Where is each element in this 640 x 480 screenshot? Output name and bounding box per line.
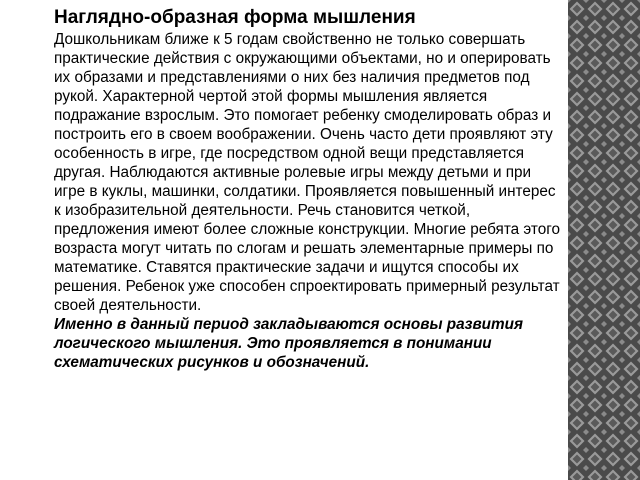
diamond-pattern-icon xyxy=(568,0,640,480)
text-content xyxy=(54,6,566,372)
slide-body-text: Дошкольникам ближе к 5 годам свойственно не только совершать практические действия с окружающими объектами, но и оперировать их образами и представлениями о них без наличия предметов под рукой. Характерной чертой этой формы мышления является подражание взрослым. Это помогает ребенку смоделировать образ и построить его в своем воображении. Очень часто дети проявляют эту особенность в игре, где посредством одной вещи представляется другая. Наблюдаются активные ролевые игры между детьми и при игре в куклы, машинки, солдатики. Проявляется повышенный интерес к изобразительной деятельности. Речь становится четкой, предложения имеют более сложные конструкции. Многие ребята этого возраста могут читать по слогам и решать элементарные примеры по математике. Ставятся практические задачи и ищутся способы их решения. Ребенок уже способен спроектировать примерный результат своей деятельности. xyxy=(54,31,560,314)
slide-title: Наглядно-образная форма мышления xyxy=(54,7,416,28)
slide-emphasis-text: Именно в данный период закладываются основы развития логического мышления. Это проявляется в понимании схематических рисунков и обозначений. xyxy=(54,316,523,371)
